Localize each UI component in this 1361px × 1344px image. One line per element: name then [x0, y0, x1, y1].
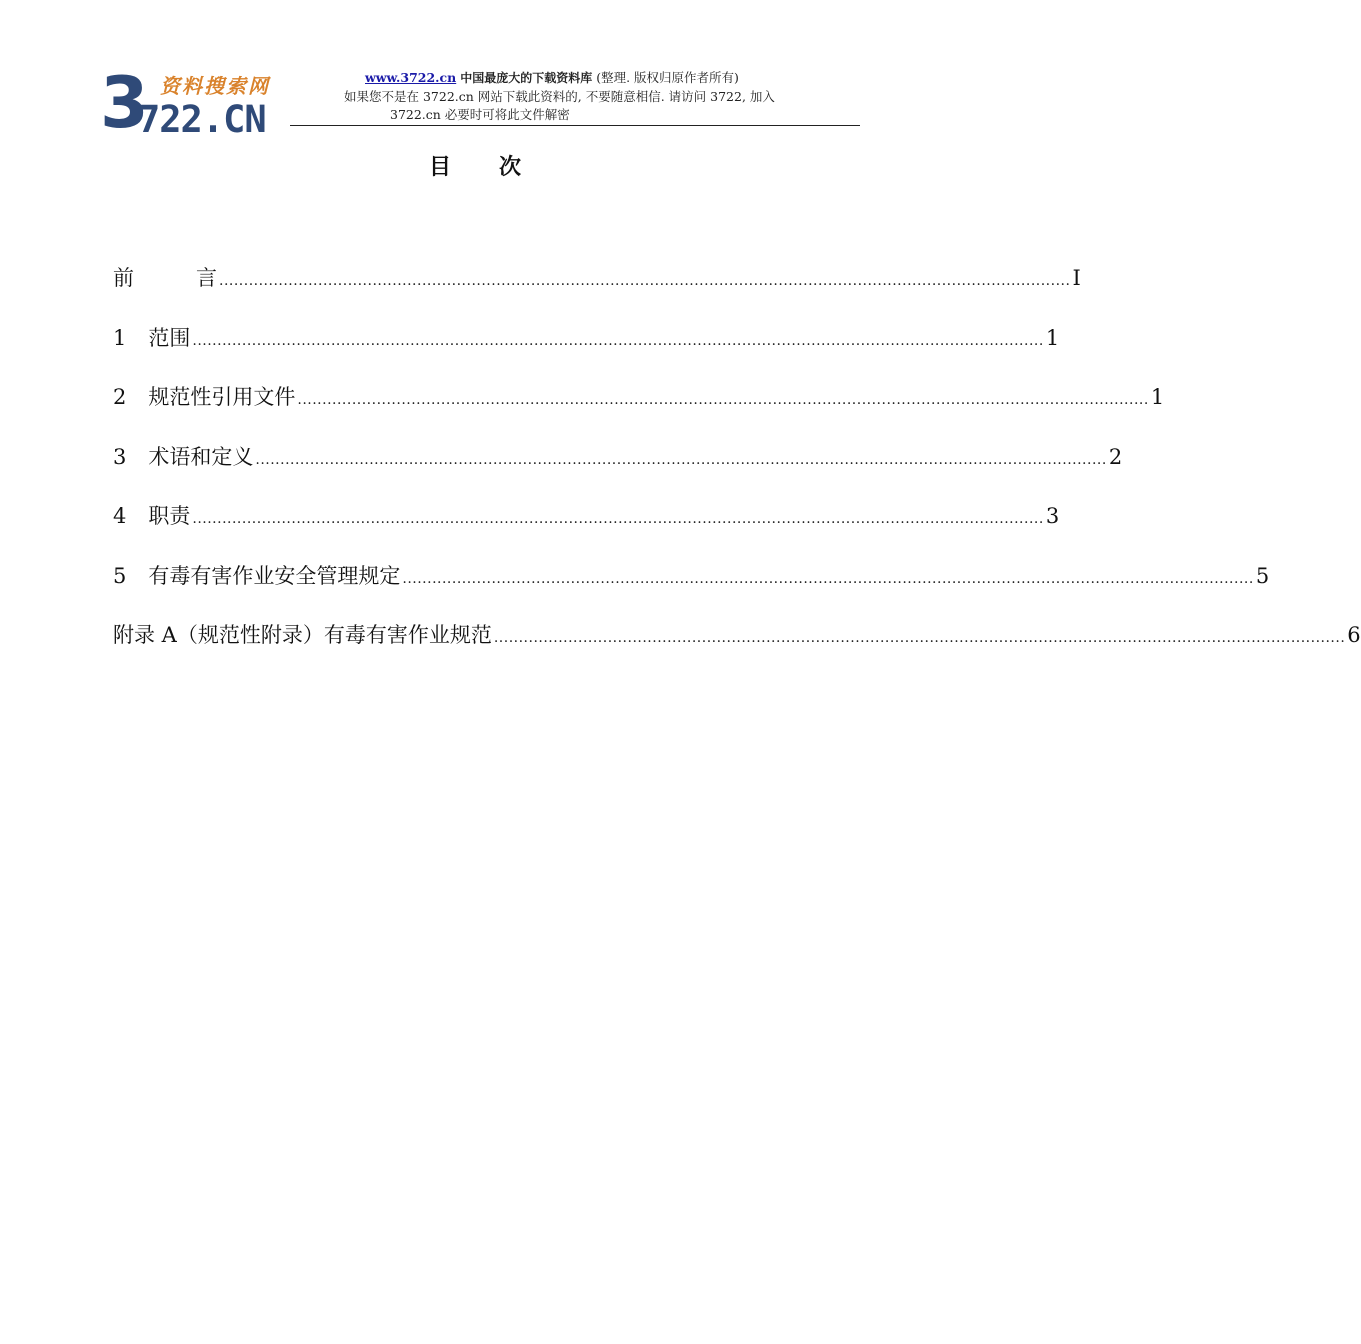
- toc-leader-dots: ............................................................................................................................................................................: [219, 273, 1071, 289]
- toc-entry-page: 2: [1108, 444, 1123, 469]
- toc-entry-appendix-a[interactable]: [113, 615, 1361, 675]
- table-of-contents: [113, 258, 1361, 675]
- toc-entry-page: 1: [1150, 385, 1165, 409]
- toc-leader-dots: ............................................................................................................................................................................: [493, 630, 1346, 646]
- header-notice-line-2: 如果您不是在 3722.cn 网站下载此资料的, 不要随意相信. 请访问 3722, 加入: [344, 89, 775, 104]
- toc-entry-2[interactable]: [113, 377, 1165, 437]
- toc-entry-label: 1 范围: [113, 325, 191, 350]
- toc-entry-page: 1: [1045, 325, 1060, 350]
- header-divider: [290, 125, 860, 126]
- toc-entry-label: 4 职责: [113, 504, 191, 528]
- toc-entry-page: I: [1072, 266, 1081, 290]
- logo-number: 3: [100, 62, 149, 144]
- toc-leader-dots: ............................................................................................................................................................................: [192, 511, 1044, 527]
- site-logo: [100, 62, 295, 144]
- toc-entry-5[interactable]: [113, 556, 1270, 616]
- toc-leader-dots: ............................................................................................................................................................................: [297, 392, 1149, 408]
- toc-entry-label: 2 规范性引用文件: [113, 385, 296, 409]
- toc-leader-dots: ............................................................................................................................................................................: [192, 332, 1044, 349]
- toc-entry-1[interactable]: [113, 318, 1060, 378]
- copyright-note: (整理. 版权归原作者所有): [596, 70, 739, 85]
- toc-entry-page: 5: [1255, 563, 1270, 588]
- toc-entry-label: 前 言: [113, 266, 217, 290]
- site-link[interactable]: www.3722.cn: [365, 70, 457, 85]
- toc-entry-foreword[interactable]: [113, 258, 1081, 318]
- toc-entry-4[interactable]: [113, 496, 1060, 556]
- toc-entry-page: 6: [1347, 623, 1361, 647]
- header-line-1: [365, 69, 739, 87]
- toc-leader-dots: ............................................................................................................................................................................: [255, 451, 1107, 468]
- toc-entry-3[interactable]: [113, 437, 1123, 497]
- header-notice-line-3: 3722.cn 必要时可将此文件解密: [390, 107, 570, 122]
- toc-leader-dots: ............................................................................................................................................................................: [402, 570, 1254, 587]
- toc-entry-label: 5 有毒有害作业安全管理规定: [113, 563, 401, 588]
- logo-domain: 722.CN: [138, 98, 266, 141]
- toc-entry-label: 附录 A（规范性附录）有毒有害作业规范: [113, 623, 492, 647]
- toc-title: 目次: [428, 155, 569, 180]
- logo-tagline: 资料搜索网: [160, 74, 270, 98]
- toc-entry-page: 3: [1045, 504, 1060, 528]
- site-slogan: 中国最庞大的下载资料库: [460, 71, 593, 85]
- toc-entry-label: 3 术语和定义: [113, 444, 254, 469]
